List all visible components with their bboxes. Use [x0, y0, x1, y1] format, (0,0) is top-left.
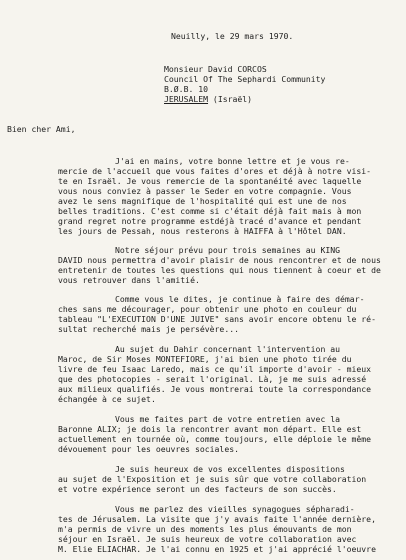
recipient-city: JERUSALEM	[164, 94, 209, 104]
body-line: Notre séjour prévu pour trois semaines au KING	[115, 245, 341, 255]
body-line: J'ai en mains, votre bonne lettre et je vous re-	[115, 156, 350, 166]
body-line: les jours de Pessah, nous resterons à HAIFFA à l'Hôtel DAN.	[58, 226, 347, 236]
recipient-organization: Council Of The Sephardi Community	[164, 74, 326, 84]
body-line: entretenir de toutes les questions qui nous tiennent à coeur et de	[58, 265, 381, 275]
body-line: Au sujet du Dahir concernant l'intervention au	[115, 344, 341, 354]
body-line: que des photocopies - serait l'original. Là, je me suis adressé	[58, 374, 367, 384]
body-line: vous retrouver dans l'amitié.	[58, 275, 200, 285]
body-line: te en Israël. Je vous remercie de la spontanéité avec laquelle	[58, 176, 362, 186]
salutation: Bien cher Ami,	[7, 124, 76, 134]
recipient-country: (Israël)	[208, 94, 253, 104]
body-line: et votre expérience seront un des facteurs de son succès.	[58, 484, 337, 494]
body-line: grand regret notre programme estdéjà tracé d'avance et pendant	[58, 216, 362, 226]
body-line: Maroc, de Sir Moses MONTEFIORE, j'ai bien une photo tirée du	[58, 354, 352, 364]
body-line: Baronne ALIX; je dois la rencontrer avant mon départ. Elle est	[58, 424, 362, 434]
body-line: livre de feu Isaac Laredo, mais ce qu'il importe d'avoir - mieux	[58, 364, 372, 374]
body-line: Je suis heureux de vos excellentes dispositions	[115, 464, 345, 474]
recipient-name: Monsieur David CORCOS	[164, 64, 267, 74]
body-line: Comme vous le dites, je continue à faire des démar-	[115, 294, 365, 304]
body-line: vous nous conviez à passer le Seder en votre compagnie. Vous	[58, 186, 352, 196]
body-line: ches sans me décourager, pour obtenir une photo en couleur du	[58, 304, 357, 314]
body-line: aux milieux qualifiés. Je vous montrerai toute la correspondance	[58, 384, 372, 394]
body-line: actuellement en tournée où, comme toujours, elle déploie le même	[58, 434, 372, 444]
body-line: tes de Jérusalem. La visite que j'y avais faite l'année dernière,	[58, 514, 376, 524]
body-line: Vous me faites part de votre entretien avec la	[115, 414, 341, 424]
dateline: Neuilly, le 29 mars 1970.	[171, 31, 294, 41]
body-line: Vous me parlez des vieilles synagogues sépharadi-	[115, 504, 355, 514]
recipient-po-box: B.Ø.B. 10	[164, 84, 209, 94]
body-line: belles traditions. C'est comme si c'était déjà fait mais à mon	[58, 206, 362, 216]
body-line: sultat recherché mais je persévère...	[58, 324, 239, 334]
body-line: avez le sens magnifique de l'hospitalité qui est une de nos	[58, 196, 347, 206]
body-line: M. Elie ELIACHAR. Je l'ai connu en 1925 et j'ai apprécié l'oeuvre	[58, 544, 376, 554]
body-line: dévouement pour les oeuvres sociales.	[58, 444, 239, 454]
body-line: tableau "L'EXECUTION D'UNE JUIVE" sans avoir encore obtenu le ré-	[58, 314, 376, 324]
recipient-city-line	[164, 95, 252, 104]
body-line: échangée à ce sujet.	[58, 394, 156, 404]
body-line: m'a permis de vivre un des moments les plus émouvants de mon	[58, 524, 352, 534]
body-line: mercie de l'accueil que vous faites d'ores et déjà à notre visi-	[58, 166, 372, 176]
body-line: DAVID nous permettra d'avoir plaisir de nous rencontrer et de nous	[58, 255, 381, 265]
body-line: séjour en Israël. Je suis heureux de votre collaboration avec	[58, 534, 357, 544]
body-line: au sujet de l'Exposition et je suis sûr que votre collaboration	[58, 474, 367, 484]
